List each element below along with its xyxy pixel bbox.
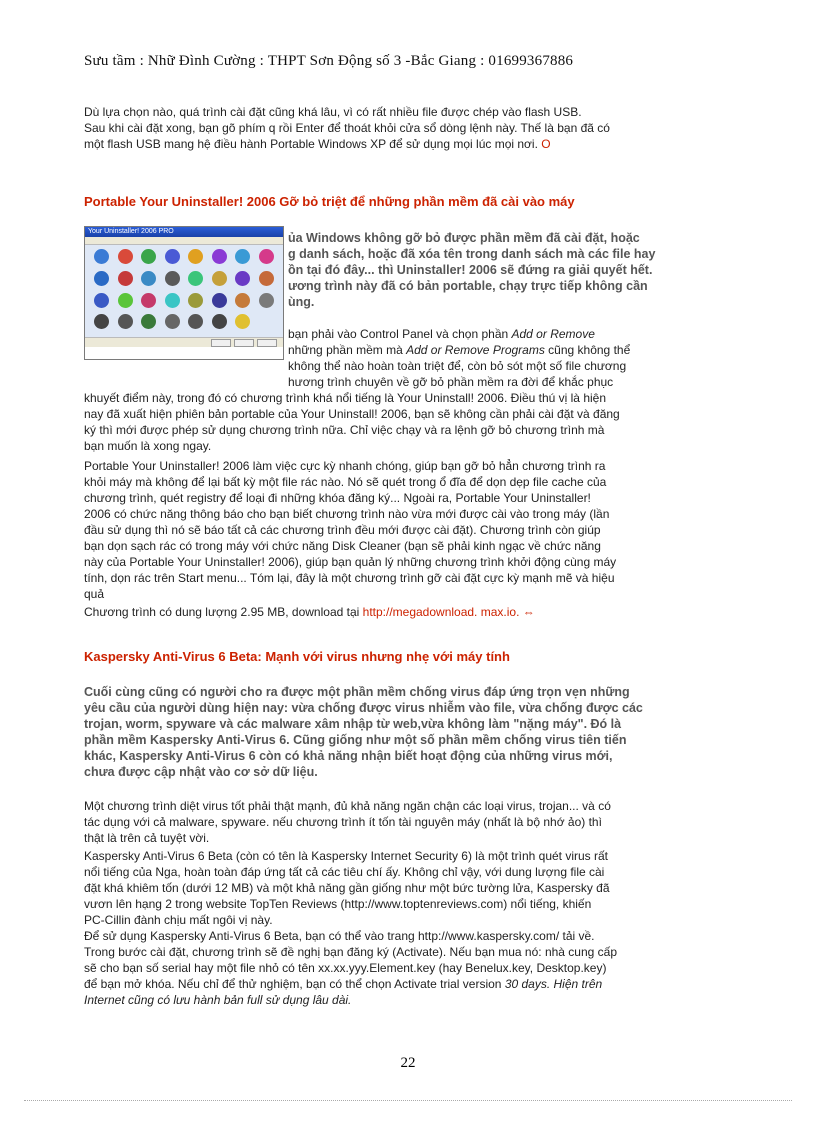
k-para3-line-5: Internet cũng có lưu hành bản full sử dụng lâu dài. [84,993,352,1007]
download-text: Chương trình có dung lượng 2.95 MB, download tại [84,605,363,619]
k-para3-line-1: Để sử dụng Kaspersky Anti-Virus 6 Beta, bạn có thể vào trang http://www.kaspersky.com/ tải về. [84,929,595,943]
uninstaller-screenshot [84,226,284,360]
page-header: Sưu tầm : Nhữ Đình Cường : THPT Sơn Động số 3 -Bắc Giang : 01699367886 [84,53,574,69]
bold-intro-line-1: ủa Windows không gỡ bỏ được phần mềm đã cài đặt, hoặc [288,231,640,245]
k-para2-line-4: vươn lên hạng 2 trong website TopTen Reviews (http://www.toptenreviews.com) nổi tiếng, khiến [84,897,592,911]
k-para2-line-3: đặt khá khiêm tốn (dưới 12 MB) và một khả năng gần giống như một bức tường lửa, Kaspersky đã [84,881,610,895]
para2-line-9: quả [84,587,105,601]
para2-line-2: khỏi máy mà không để lại bất kỳ một file rác nào. Nó sẽ quét trong ổ đĩa để dọn dẹp file cache của [84,475,607,489]
k-para-line-2: tác dụng với cả malware, spyware. nếu chương trình ít tốn tài nguyên máy (nhất là bộ nhớ ảo) thì [84,815,602,829]
download-link[interactable]: http://megadownload. max.io. [362,605,520,619]
bold-intro-line-2: g danh sách, hoặc đã xóa tên trong danh sách mà các file hay [288,247,656,261]
k-bold-line-2: yêu cầu của người dùng hiện nay: vừa chống được virus nhiễm vào file, vừa chống được các [84,701,643,715]
section-heading-kaspersky: Kaspersky Anti-Virus 6 Beta: Mạnh với virus nhưng nhẹ với máy tính [84,649,510,664]
screenshot-buttons [211,339,277,347]
intro-line-3-text: một flash USB mang hệ điều hành Portable Windows XP để sử dụng mọi lúc mọi nơi. [84,137,538,151]
para2-line-8: tính, dọn rác trên Start menu... Tóm lại, đây là một chương trình gỡ cài đặt cực kỳ mạnh mẽ và hiệu [84,571,615,585]
section-heading-uninstaller: Portable Your Uninstaller! 2006 Gỡ bỏ triệt để những phần mềm đã cài vào máy [84,194,575,209]
intro-line-1: Dù lựa chọn nào, quá trình cài đặt cũng khá lâu, vì có rất nhiều file được chép vào flash USB. [84,105,582,119]
body-line-4: hương trình chuyên về gỡ bỏ phần mềm ra đời để khắc phục [288,375,614,389]
body-line-1 [288,326,708,342]
k-bold-line-1: Cuối cùng cũng có người cho ra được một phần mềm chống virus đáp ứng trọn vẹn những [84,685,630,699]
screenshot-menubar [85,237,283,245]
k-para3-line-2: Trong bước cài đặt, chương trình sẽ đề nghị bạn đăng ký (Activate). Nếu bạn mua nó: nhà cung cấp [84,945,618,959]
k-bold-line-3: trojan, worm, spyware và các malware xâm nhập từ web,vừa không làm "nặng máy". Đó là [84,717,622,731]
para2-line-4: 2006 có chức năng thông báo cho bạn biết chương trình nào vừa mới được cài vào trong máy (lần [84,507,610,521]
body-line-1b: Add or Remove [511,327,595,341]
k-para-line-3: thật là trên cả tuyệt vời. [84,831,210,845]
bold-intro-line-3: ồn tại đó đây... thì Uninstaller! 2006 sẽ đứng ra giải quyết hết. [288,263,653,277]
end-mark: O [541,137,551,151]
double-arrow-icon: ⇔ [522,605,535,619]
page-number: 22 [400,1055,416,1071]
k-bold-line-4: phần mềm Kaspersky Anti-Virus 6. Cũng giống như một số phần mềm chống virus tiên tiến [84,733,627,747]
k-para3-line-3: sẽ cho bạn số serial hay một file nhỏ có tên xx.xx.yyy.Element.key (hay Benelux.key, Desktop.key) [84,961,607,975]
para2-line-7: này của Portable Your Uninstaller! 2006), giúp bạn quản lý những chương trình khởi động cùng máy [84,555,617,569]
screenshot-titlebar: Your Uninstaller! 2006 PRO [85,227,283,237]
download-line [84,604,734,620]
para-line-1: khuyết điểm này, trong đó có chương trình khá nổi tiếng là Your Uninstall! 2006. Điều thú vị là hiện [84,391,606,405]
body-line-2a: những phần mềm mà [288,343,407,357]
para2-line-1: Portable Your Uninstaller! 2006 làm việc cực kỳ nhanh chóng, giúp bạn gỡ bỏ hẳn chương trình ra [84,459,606,473]
body-line-1a: bạn phải vào Control Panel và chọn phần [288,327,512,341]
k-para-line-1: Một chương trình diệt virus tốt phải thật mạnh, đủ khả năng ngăn chận các loại virus, trojan... và có [84,799,611,813]
para-line-2: nay đã xuất hiện phiên bản portable của Your Uninstall! 2006, bạn sẽ không cần phải cài đặt và đăng [84,407,620,421]
para2-line-3: chương trình, quét registry để loại đi những khóa đăng ký... Ngoài ra, Portable Your Uninstaller! [84,491,591,505]
screenshot-icon-grid [85,245,283,337]
para2-line-6: bạn dọn sạch rác có trong máy với chức năng Disk Cleaner (bạn sẽ phải kinh ngạc về chức năng [84,539,601,553]
k-para2-line-2: nổi tiếng của Nga, hoàn toàn đáp ứng tất cả các tiêu chí ấy. Không chỉ vậy, với dung lượng file cài [84,865,605,879]
body-line-2 [288,342,708,358]
k-bold-line-5: khác, Kaspersky Anti-Virus 6 còn có khả năng nhận biết hoạt động của những virus mới, [84,749,613,763]
k-para2-line-1: Kaspersky Anti-Virus 6 Beta (còn có tên là Kaspersky Internet Security 6) là một trình quét virus rất [84,849,609,863]
k-para3-line-4a: để bạn mở khóa. Nếu chỉ để thử nghiệm, bạn có thể chọn Activate trial version [84,977,505,991]
k-bold-line-6: chưa được cập nhật vào cơ sở dữ liệu. [84,765,318,779]
intro-line-2: Sau khi cài đặt xong, bạn gõ phím q rồi Enter để thoát khỏi cửa sổ dòng lệnh này. Thế là bạn đã có [84,121,610,135]
k-para3-line-4 [84,976,734,992]
page-bottom-border [24,1100,792,1101]
body-line-2b: Add or Remove Programs [406,343,545,357]
para-line-4: bạn muốn là xong ngay. [84,439,212,453]
bold-intro-line-5: ùng. [288,295,315,309]
bold-intro-line-4: ương trình này đã có bản portable, chạy trực tiếp không cần [288,279,648,293]
body-line-2c: cũng không thể [544,343,631,357]
para2-line-5: đầu sử dụng thì nó sẽ báo tất cả các chương trình đều mới được cài đặt). Chương trình còn giúp [84,523,601,537]
para-line-3: ký thì mới được phép sử dụng chương trình nữa. Chỉ việc chạy và ra lệnh gỡ bỏ chương trình mà [84,423,605,437]
k-para3-line-4b: 30 days. Hiện trên [504,977,603,991]
k-para2-line-5: PC-Cillin đành chịu mất ngôi vị này. [84,913,273,927]
intro-line-3 [84,136,734,152]
body-line-3: không thể nào hoàn toàn triệt để, còn bỏ sót một số file chương [288,359,627,373]
